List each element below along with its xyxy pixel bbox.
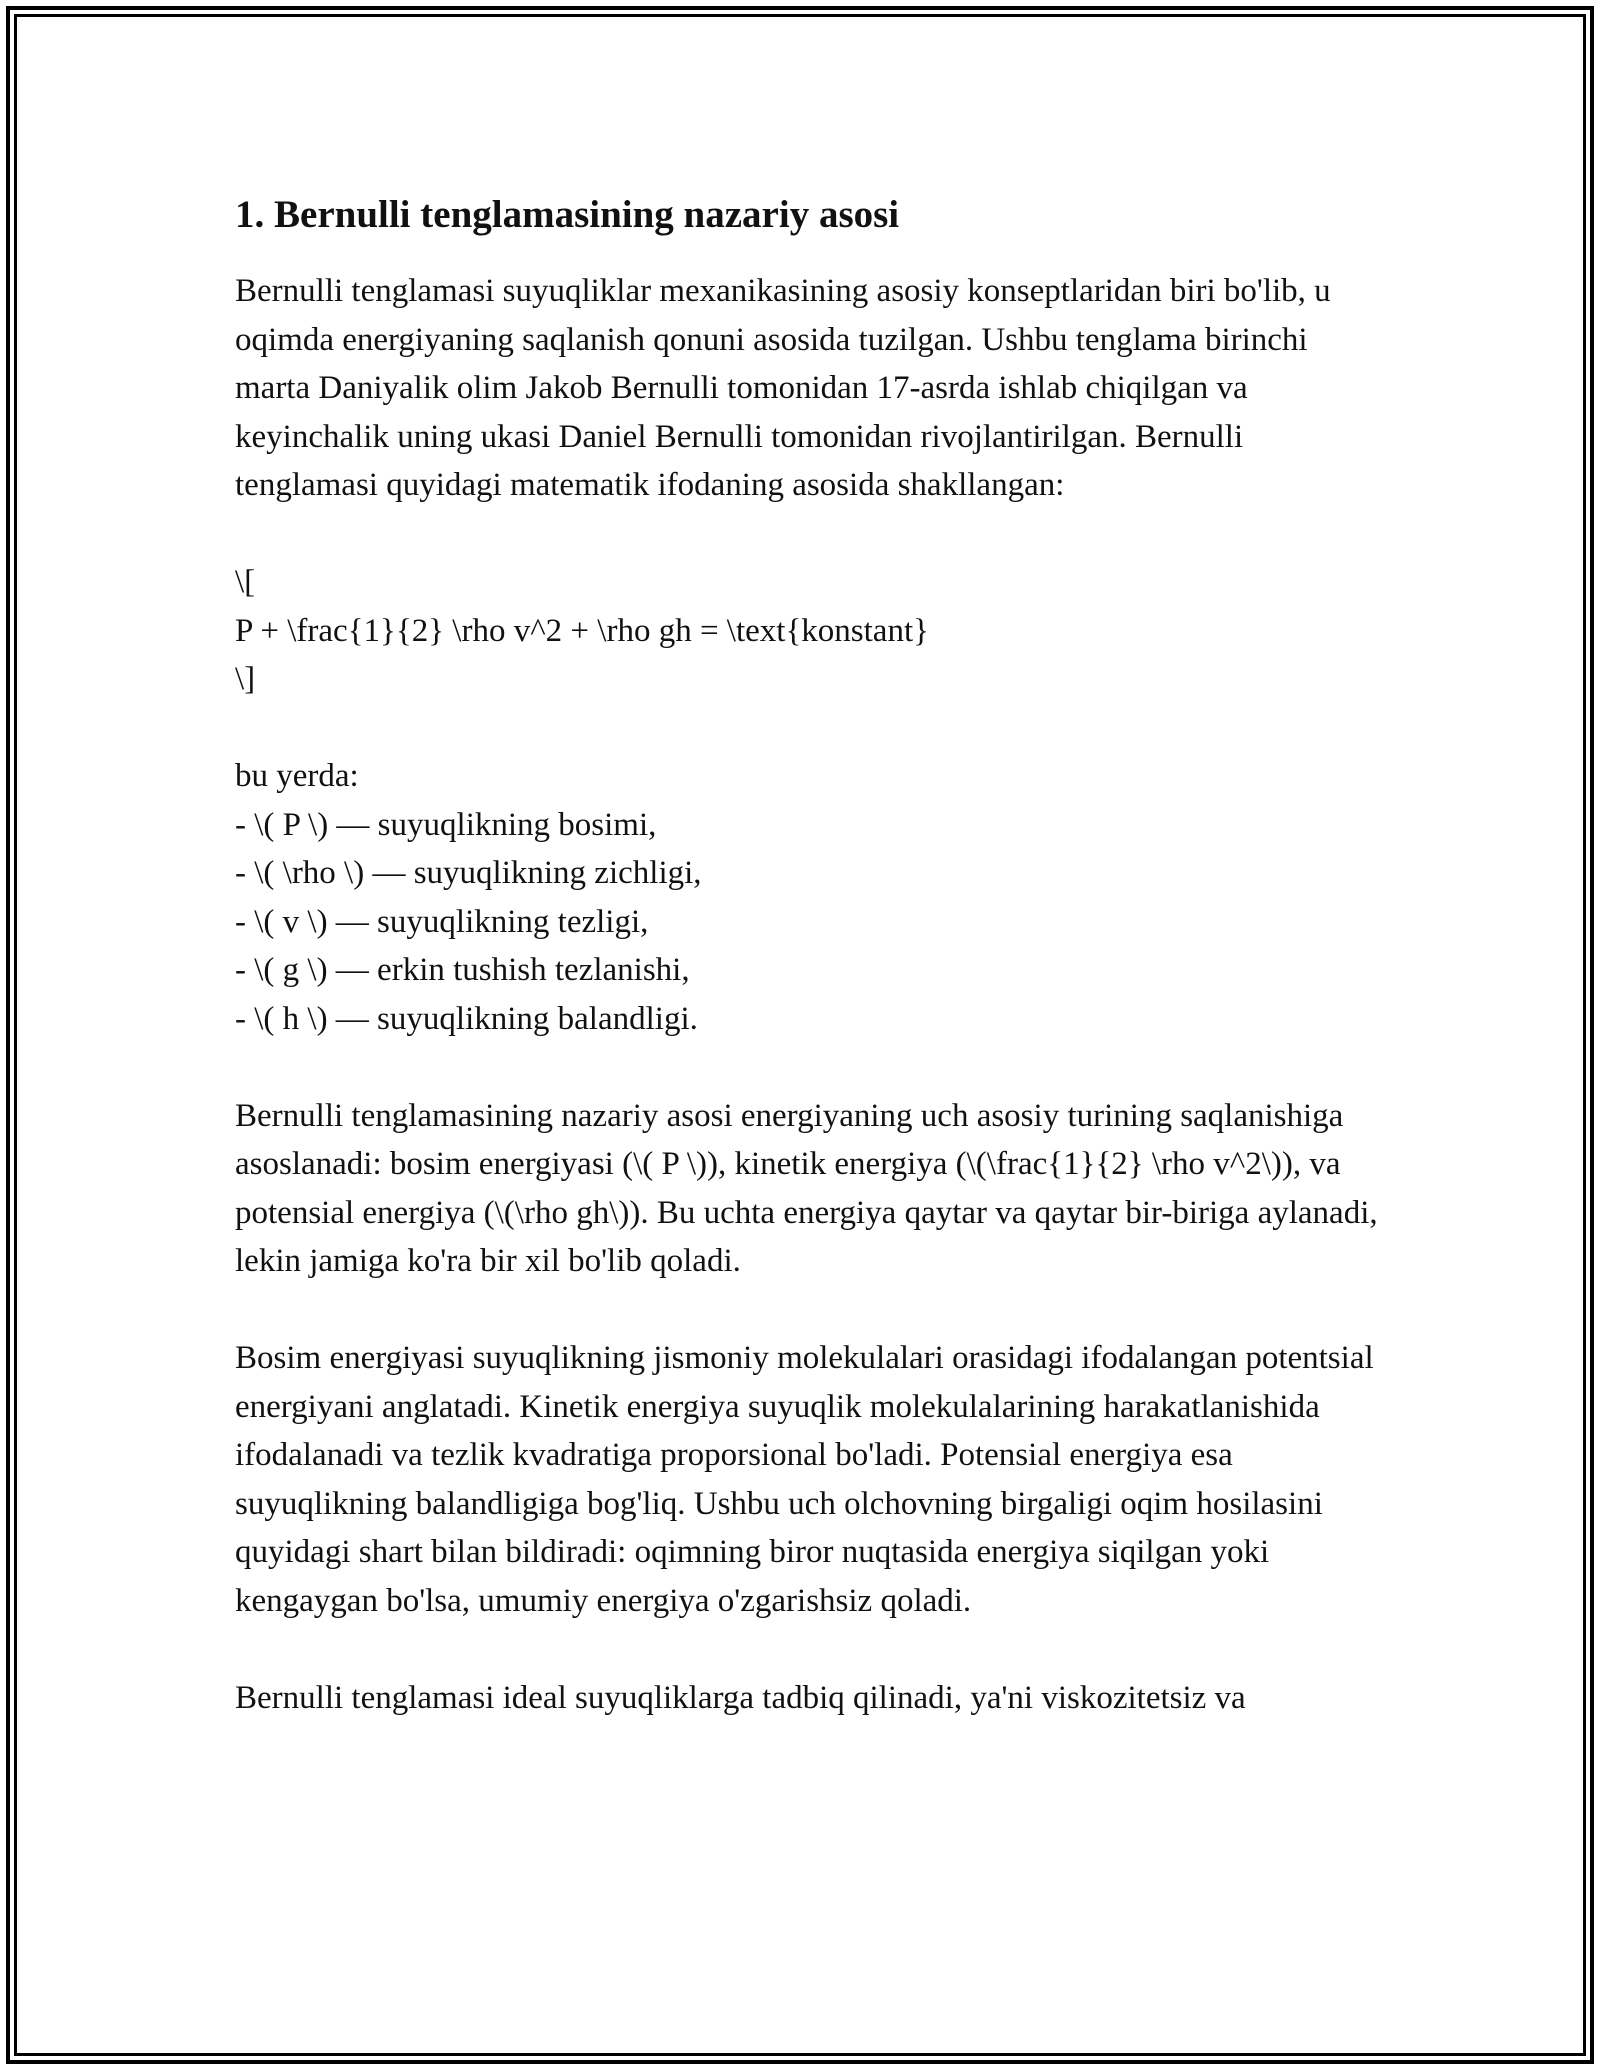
energy-types-paragraph: Bernulli tenglamasining nazariy asosi energiyaning uch asosiy turining saqlanishiga asoslanadi: bosim energiyasi (\( P \)), kinetik energiya (\(\frac{1}{2} \rho v^2\)), va potensial energiya (\(\rho gh\)). Bu uchta energiya qaytar va qaytar bir-biriga aylanadi, lekin jamiga ko'ra bir xil bo'lib qoladi. (235, 1097, 1378, 1279)
spacer (235, 704, 1385, 753)
spacer (235, 1286, 1385, 1335)
list-item: - \( P \) — suyuqlikning bosimi, (235, 806, 657, 843)
equation-open: \[ (235, 564, 256, 600)
spacer (235, 1625, 1385, 1674)
energy-explanation-paragraph: Bosim energiyasi suyuqlikning jismoniy molekulalari orasidagi ifodalangan potentsial energiyani anglatadi. Kinetik energiya suyuqlik molekulalarining harakatlanishida ifodalanadi va tezlik kvadratiga proporsional bo'ladi. Potensial energiya esa suyuqlikning balandligiga bog'liq. Ushbu uch olchovning birgaligi oqim hosilasini quyidagi shart bilan bildiradi: oqimning biror nuqtasida energiya siqilgan yoki kengaygan bo'lsa, umumiy energiya o'zgarishsiz qoladi. (235, 1340, 1374, 1619)
variable-list (235, 752, 1385, 1043)
list-item: - \( h \) — suyuqlikning balandligi. (235, 1000, 698, 1037)
list-item: - \( v \) — suyuqlikning tezligi, (235, 903, 649, 940)
document-body (235, 183, 1385, 1722)
list-item: - \( g \) — erkin tushish tezlanishi, (235, 952, 690, 988)
equation-body: P + \frac{1}{2} \rho v^2 + \rho gh = \text{konstant} (235, 612, 929, 649)
variable-list-label: bu yerda: (235, 758, 359, 794)
spacer (235, 510, 1385, 559)
section-heading: 1. Bernulli tenglamasining nazariy asosi (235, 193, 900, 236)
spacer (235, 1043, 1385, 1092)
ideal-fluid-paragraph: Bernulli tenglamasi ideal suyuqliklarga tadbiq qilinadi, ya'ni viskozitetsiz va (235, 1679, 1246, 1716)
intro-paragraph: Bernulli tenglamasi suyuqliklar mexanikasining asosiy konseptlaridan biri bo'lib, u oqimda energiyaning saqlanish qonuni asosida tuzilgan. Ushbu tenglama birinchi marta Daniyalik olim Jakob Bernulli tomonidan 17-asrda ishlab chiqilgan va keyinchalik uning ukasi Daniel Bernulli tomonidan rivojlantirilgan. Bernulli tenglamasi quyidagi matematik ifodaning asosida shakllangan: (235, 273, 1331, 503)
equation-close: \] (235, 661, 256, 697)
list-item: - \( \rho \) — suyuqlikning zichligi, (235, 855, 702, 891)
equation-block (235, 558, 1385, 704)
